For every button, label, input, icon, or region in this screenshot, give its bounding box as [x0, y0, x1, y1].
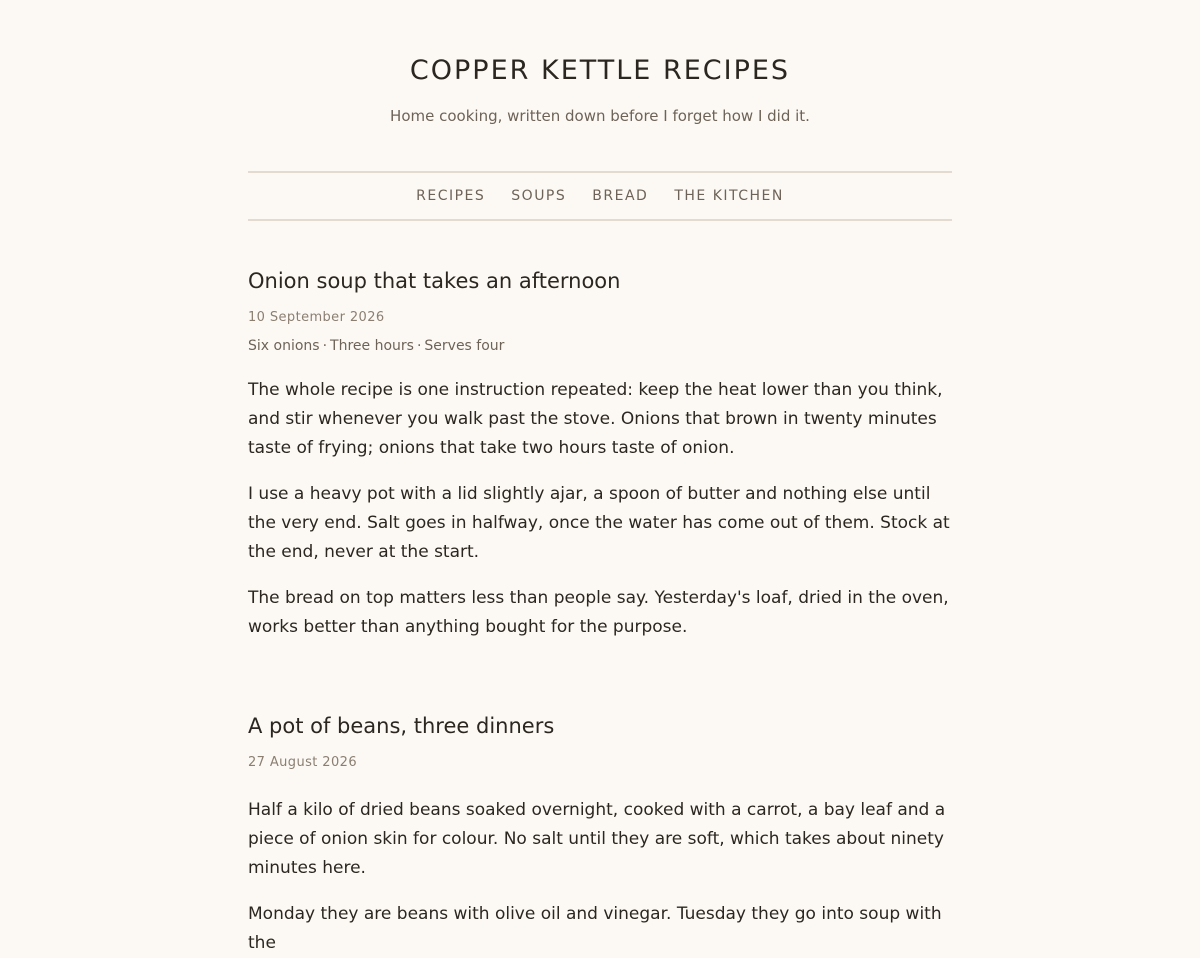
- post-body: [248, 796, 952, 958]
- nav-link-recipes[interactable]: RECIPES: [416, 188, 486, 204]
- meta-separator: ·: [322, 338, 328, 354]
- page: [248, 0, 952, 958]
- post-paragraph: Monday they are beans with olive oil and vinegar. Tuesday they go into soup with the: [248, 904, 942, 953]
- post-paragraph: Half a kilo of dried beans soaked overnight, cooked with a carrot, a bay leaf and a piece of onion skin for colour. No salt until they are soft, which takes about ninety minutes here.: [248, 800, 946, 878]
- post-paragraph: The whole recipe is one instruction repeated: keep the heat lower than you think, and stir whenever you walk past the stove. Onions that brown in twenty minutes taste of frying; onions that take two hours taste of onion.: [248, 380, 943, 458]
- post-pot-of-beans: [248, 659, 952, 958]
- nav-link-bread[interactable]: BREAD: [592, 188, 649, 204]
- post-title[interactable]: Onion soup that takes an afternoon: [248, 269, 621, 293]
- post-date: 10 September 2026: [248, 310, 385, 325]
- meta-time: Three hours: [330, 338, 414, 354]
- post-paragraph: The bread on top matters less than people say. Yesterday's loaf, dried in the oven, works better than anything bought for the purpose.: [248, 588, 949, 637]
- post-onion-soup: [248, 221, 952, 642]
- primary-nav: [248, 171, 952, 221]
- meta-ingredients: Six onions: [248, 338, 320, 354]
- nav-link-soups[interactable]: SOUPS: [511, 188, 567, 204]
- post-meta: [248, 336, 952, 356]
- site-title[interactable]: COPPER KETTLE RECIPES: [409, 55, 791, 86]
- site-tagline: Home cooking, written down before I forget how I did it.: [390, 107, 810, 125]
- post-paragraph: I use a heavy pot with a lid slightly ajar, a spoon of butter and nothing else until the very end. Salt goes in halfway, once the water has come out of them. Stock at the end, never at the start.: [248, 484, 950, 562]
- site-header: [248, 0, 952, 126]
- post-body: [248, 376, 952, 642]
- post-date: 27 August 2026: [248, 755, 357, 770]
- meta-separator: ·: [416, 338, 422, 354]
- nav-link-the-kitchen[interactable]: THE KITCHEN: [674, 188, 784, 204]
- meta-servings: Serves four: [424, 338, 505, 354]
- post-title[interactable]: A pot of beans, three dinners: [248, 714, 555, 738]
